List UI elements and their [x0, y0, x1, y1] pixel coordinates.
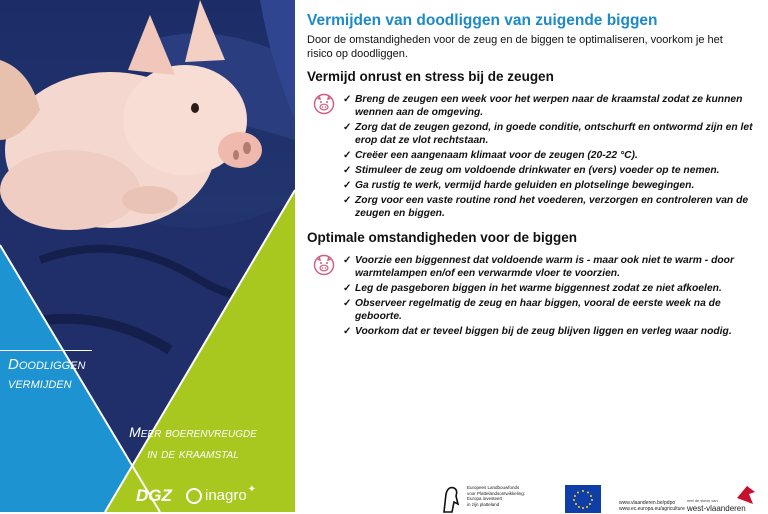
article-panel — [295, 0, 768, 512]
campaign-title-underline — [0, 350, 92, 351]
section-heading-piglets: Optimale omstandigheden voor de biggen — [307, 230, 578, 245]
dgz-logo: DGZ — [136, 486, 172, 505]
list-item: ✓ Ga rustig te werk, vermijd harde geluiden en plotselinge bewegingen. — [343, 180, 695, 191]
check-icon: ✓ — [343, 283, 352, 294]
eafrd-text: Europees Landbouwfonds voor Plattelandsontwikkeling: Europa investeert in zijn platteland — [467, 485, 526, 507]
campaign-title-line2: vermijden — [8, 375, 72, 392]
check-icon: ✓ — [343, 122, 352, 133]
check-icon: ✓ — [343, 180, 352, 191]
check-icon: ✓ — [343, 326, 352, 337]
subtitle-line1: Meer boerenvreugde — [129, 424, 257, 440]
list-item: ✓ Zorg dat de zeugen gezond, in goede conditie, ontschurft en ontwormd zijn en let erop dat ze vlot rechtstaan. — [343, 122, 753, 146]
flanders-lion-logo — [440, 484, 462, 514]
subtitle-line2: in de kraamstal — [147, 445, 239, 461]
list-item: ✓ Zorg voor een vaste routine rond het voederen, verzorgen en controleren van de zeugen en biggen. — [343, 195, 749, 219]
article-title: Vermijden van doodliggen van zuigende biggen — [307, 12, 658, 29]
list-item: ✓ Stimuleer de zeug om voldoende drinkwater en (vers) voeder op te nemen. — [343, 165, 720, 176]
check-icon: ✓ — [343, 150, 352, 161]
list-item: ✓ Observeer regelmatig de zeug en haar biggen, vooral de eerste week na de geboorte. — [343, 298, 721, 322]
campaign-subtitle — [118, 422, 268, 464]
section-heading-sows: Vermijd onrust en stress bij de zeugen — [307, 69, 554, 84]
check-icon: ✓ — [343, 165, 352, 176]
list-item: ✓ Leg de pasgeboren biggen in het warme biggennest zodat ze niet afkoelen. — [343, 283, 722, 294]
left-visual-panel — [0, 0, 295, 512]
inagro-logo — [186, 484, 257, 504]
list-item: ✓ Voorkom dat er teveel biggen bij de zeug blijven liggen en verleg waar nodig. — [343, 326, 732, 337]
inagro-icon — [186, 488, 202, 504]
check-icon: ✓ — [343, 255, 352, 266]
inagro-sparkle-icon: ✦ — [247, 484, 257, 495]
footer-urls: www.vlaanderen.be/pdpo www.ec.europa.eu/agriculture — [619, 500, 685, 512]
campaign-title — [8, 355, 85, 393]
list-item: ✓ Voorzie een biggennest dat voldoende warm is - maar ook niet te warm - door warmtelampen en/of een verwarmde vloer te voorzien. — [343, 255, 734, 279]
article-intro: Door de omstandigheden voor de zeug en de biggen te optimaliseren, voorkom je het risico op doodliggen. — [307, 34, 723, 60]
checklist-sows — [343, 93, 753, 222]
checklist-piglets — [343, 254, 753, 340]
check-icon: ✓ — [343, 298, 352, 309]
check-icon: ✓ — [343, 94, 352, 105]
west-vlaanderen-logo: met de steun van west-vlaanderen — [683, 486, 763, 512]
check-icon: ✓ — [343, 195, 352, 206]
west-vlaanderen-emblem-icon — [735, 484, 757, 506]
pig-face-icon — [313, 254, 335, 276]
eu-flag-logo — [565, 485, 601, 513]
campaign-title-line1: Doodliggen — [8, 356, 86, 373]
footer-logos — [295, 470, 768, 512]
list-item: ✓ Creëer een aangenaam klimaat voor de zeugen (20-22 °C). — [343, 150, 638, 161]
pig-face-icon — [313, 93, 335, 115]
inagro-wordmark: inagro — [205, 487, 247, 504]
list-item: ✓ Breng de zeugen een week voor het werpen naar de kraamstal zodat ze kunnen wennen aan de omgeving. — [343, 94, 743, 118]
